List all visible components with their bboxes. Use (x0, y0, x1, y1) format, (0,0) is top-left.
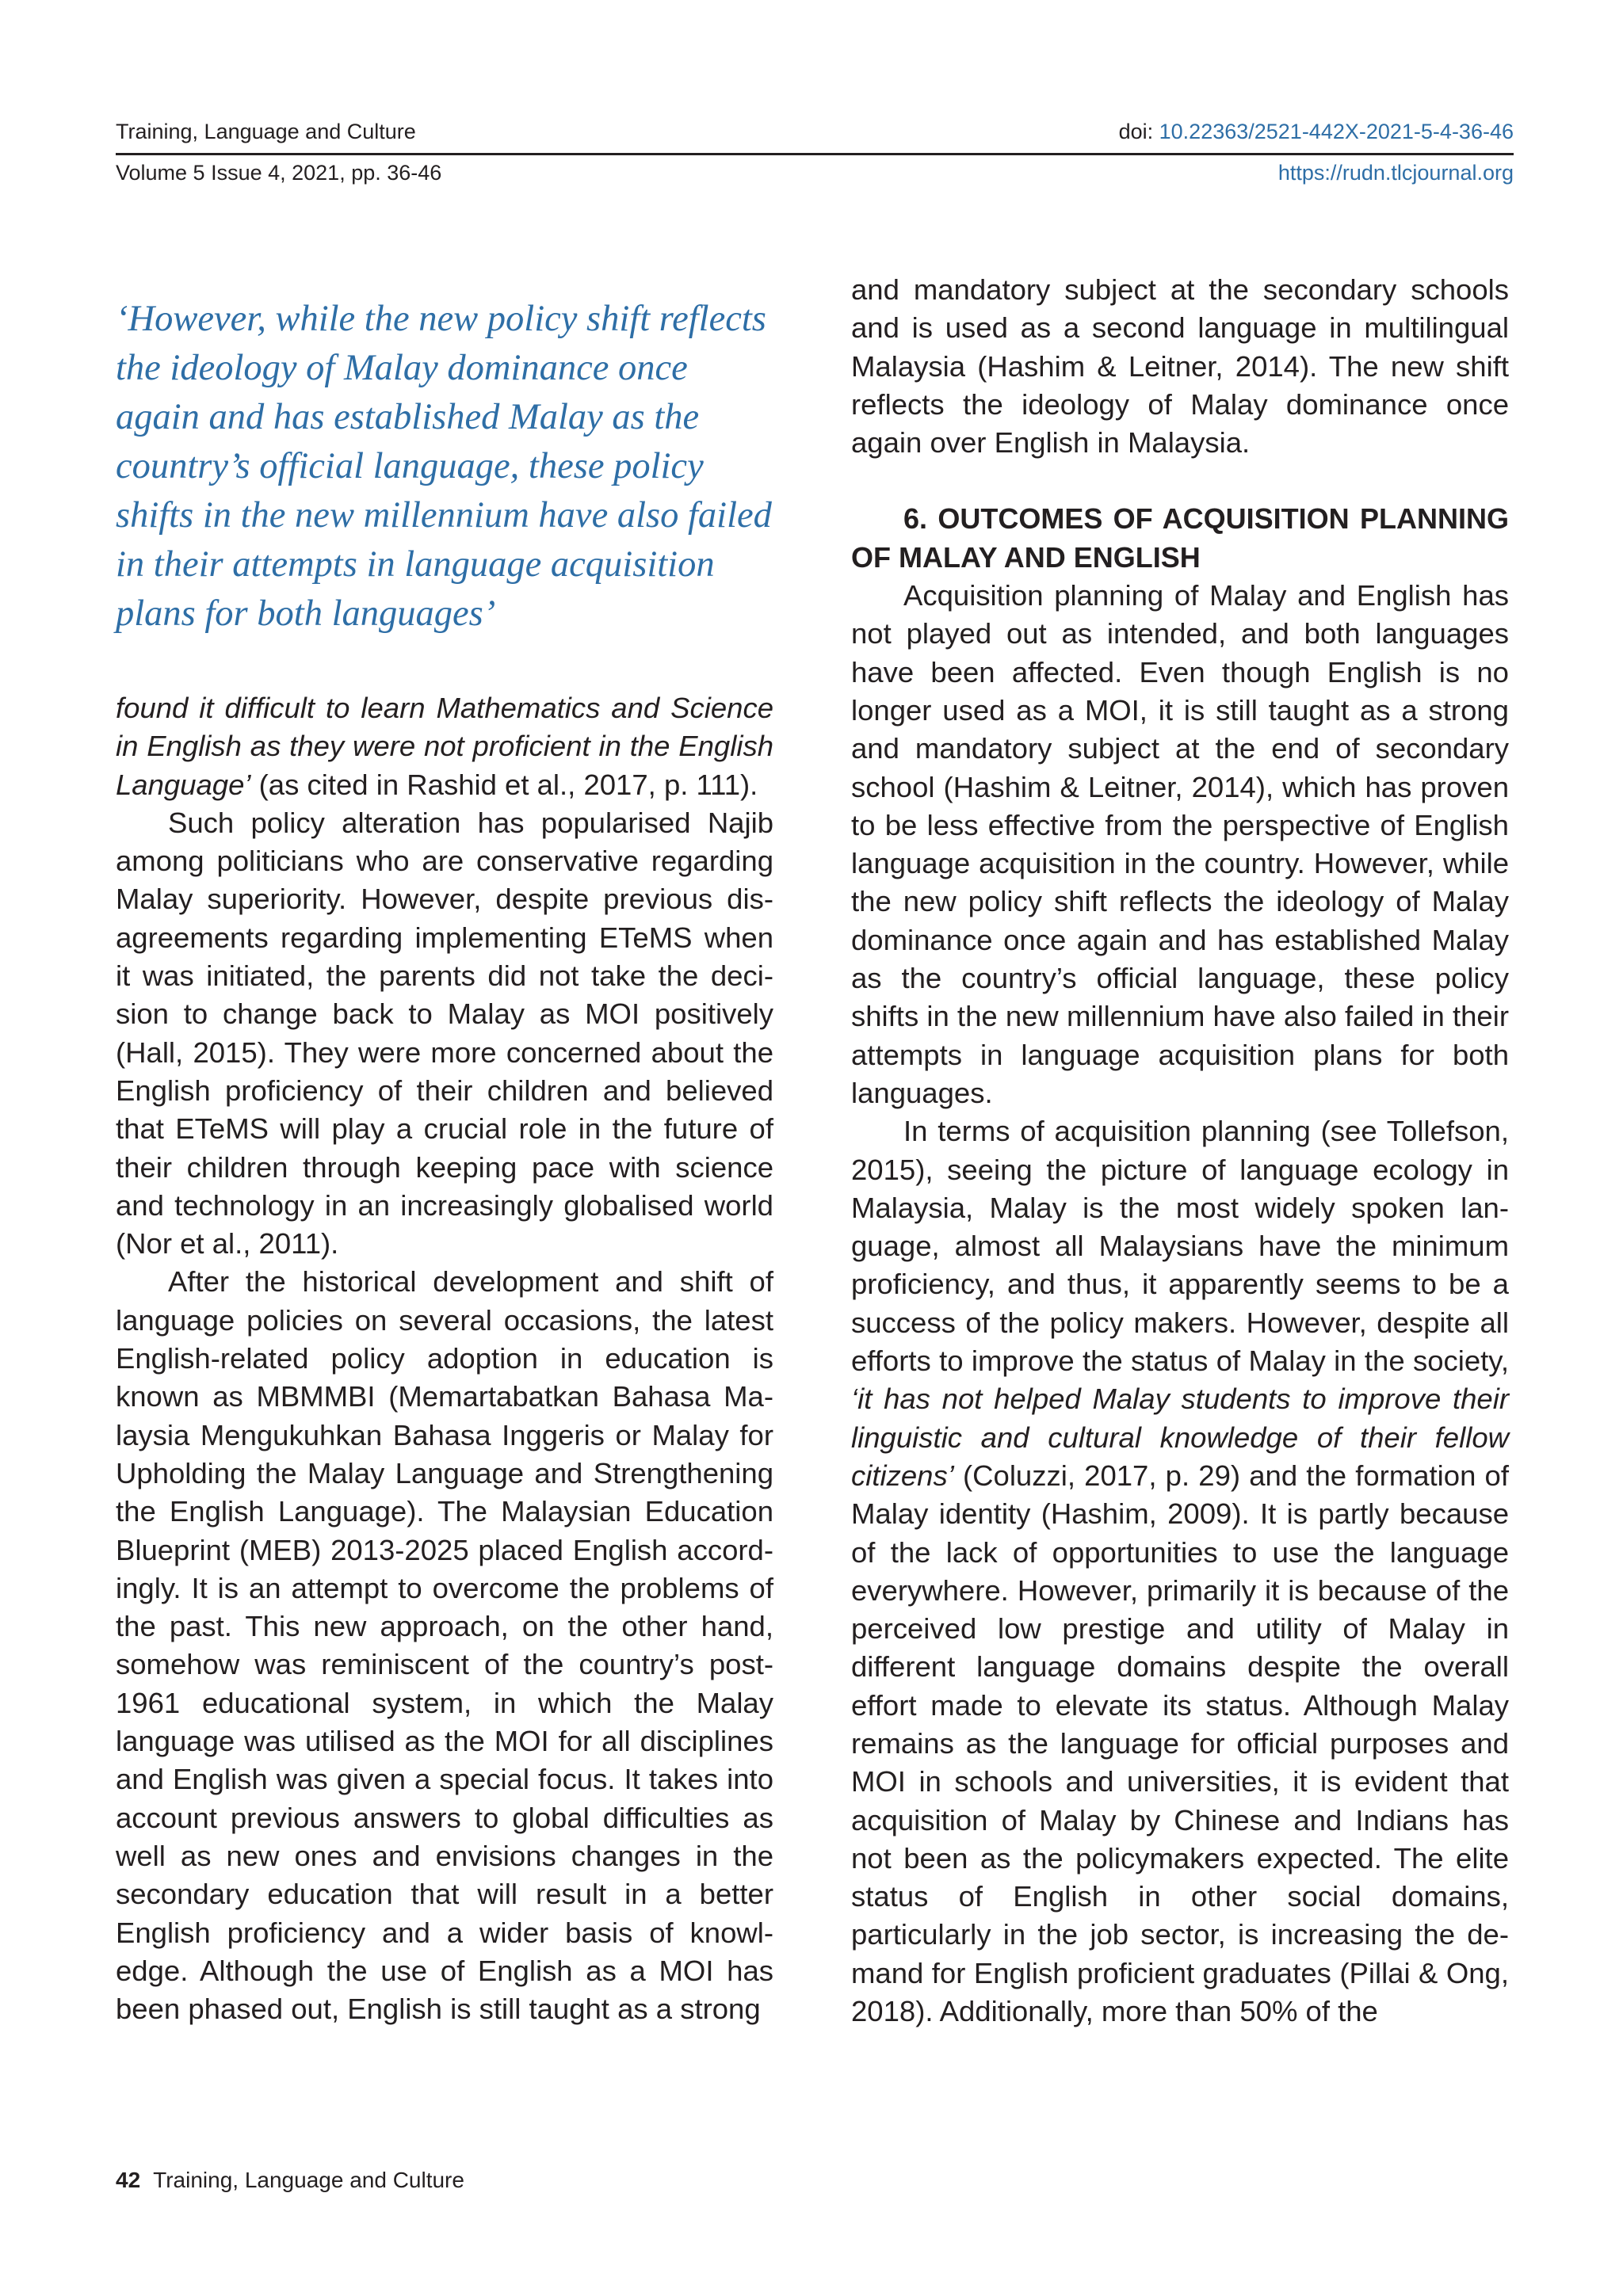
paragraph (851, 1112, 1509, 2031)
text-run: (Coluzzi, 2017, p. 29) and the formation of Malay identity (Hashim, 2009). It is partly because of the lack of opportunities to use the language everywhere. However, primarily it is because of the perceived low prestige and utility of Malay in different language domains despite the overall effort made to elevate its status. Although Malay remains as the language for official purposes and MOI in schools and universities, it is evident that acquisition of Malay by Chinese and Indians has not been as the policymakers expected. The elite status of English in other social domains, particularly in the job sector, is increasing the demand for English proficient graduates (Pillai & Ong, 2018). Additionally, more than 50% of the (851, 1459, 1509, 2028)
page-number: 42 (116, 2168, 141, 2192)
paragraph: Such policy alteration has popularised Najib among politicians who are conservative regarding Malay superiority. However, despite previous disagreements regarding implementing ETeMS when it was initiated, the parents did not take the decision to change back to Malay as MOI positively (Hall, 2015). They were more concerned about the English proficiency of their children and believed that ETeMS will play a crucial role in the future of their children through keeping pace with science and technology in an increasingly globalised world (Nor et al., 2011). (116, 806, 773, 1261)
citation: (as cited in Rashid et al., 2017, p. 111). (250, 768, 758, 801)
page-footer (116, 2166, 464, 2195)
paragraph (116, 689, 773, 804)
doi-label: doi: (1118, 120, 1154, 143)
left-column (116, 689, 773, 2028)
text-run: In terms of acquisition planning (see Tollefson, 2015), seeing the picture of language ecology in Malaysia, Malay is the most widely spoken language, almost all Malaysians have the minimum proficiency, and thus, it apparently seems to be a success of the policy makers. However, despite all efforts to improve the status of Malay in the society, (851, 1115, 1509, 1378)
journal-title-header: Training, Language and Culture (116, 120, 416, 143)
header-rule (116, 153, 1514, 155)
paragraph: After the historical development and shift of language policies on several occasions, the latest English-related policy adoption in education is known as MBMMBI (Memartabatkan Bahasa Malaysia Mengukuhkan Bahasa Inggeris or Malay for Upholding the Malay Language and Strengthening the English Language). The Malaysian Education Blueprint (MEB) 2013-2025 placed English accordingly. It is an attempt to overcome the problems of the past. This new approach, on the other hand, somehow was reminiscent of the country’s post-1961 educational system, in which the Malay language was utilised as the MOI for all disciplines and English was given a special focus. It takes into account previous answers to global difficulties as well as new ones and envisions changes in the secondary education that will result in a better English proficiency and a wider basis of knowledge. Although the use of English as a MOI has been phased out, English is still taught as a strong (116, 1265, 773, 2026)
quote-italic: found it difficult to learn Mathematics and Science in English as they were not proficient in the English Language’ (116, 692, 773, 801)
doi-link[interactable]: 10.22363/2521-442X-2021-5-4-36-46 (1159, 120, 1514, 143)
quote-italic: ‘it has not helped Malay students to improve their linguistic and cultural knowledge of their fellow citizens’ (851, 1383, 1509, 1492)
pull-quote: ‘However, while the new policy shift reflects the ideology of Malay dominance once again and has established Malay as the country’s official language, these policy shifts in the new millennium have also failed in their attempts in language acquisition plans for both languages’ (116, 299, 772, 634)
right-column (851, 271, 1509, 2031)
journal-url-wrap (1278, 158, 1514, 187)
section-gap (851, 462, 1509, 500)
paragraph: Acquisition planning of Malay and English has not played out as intended, and both languages have been affected. Even though English is no longer used as a MOI, it is still taught as a strong and mandatory subject at the end of secondary school (Hashim & Leitner, 2014), which has proven to be less effective from the perspective of English language acquisition in the country. However, while the new policy shift reflects the ideology of Malay dominance once again and has established Malay as the country’s official language, these policy shifts in the new millennium have also failed in their attempts in language acquisition plans for both languages. (851, 579, 1509, 1109)
section-heading: 6. OUTCOMES OF ACQUISITION PLANNING OF MALAY AND ENGLISH (851, 502, 1509, 574)
volume-info: Volume 5 Issue 4, 2021, pp. 36-46 (116, 161, 442, 185)
footer-journal-title: Training, Language and Culture (153, 2168, 464, 2192)
journal-url-link[interactable]: https://rudn.tlcjournal.org (1277, 161, 1514, 185)
paragraph: and mandatory subject at the secondary schools and is used as a second language in multilingual Malaysia (Hashim & Leitner, 2014). The new shift reflects the ideology of Malay dominance once again over English in Malaysia. (851, 273, 1509, 460)
doi-line (1119, 117, 1514, 146)
